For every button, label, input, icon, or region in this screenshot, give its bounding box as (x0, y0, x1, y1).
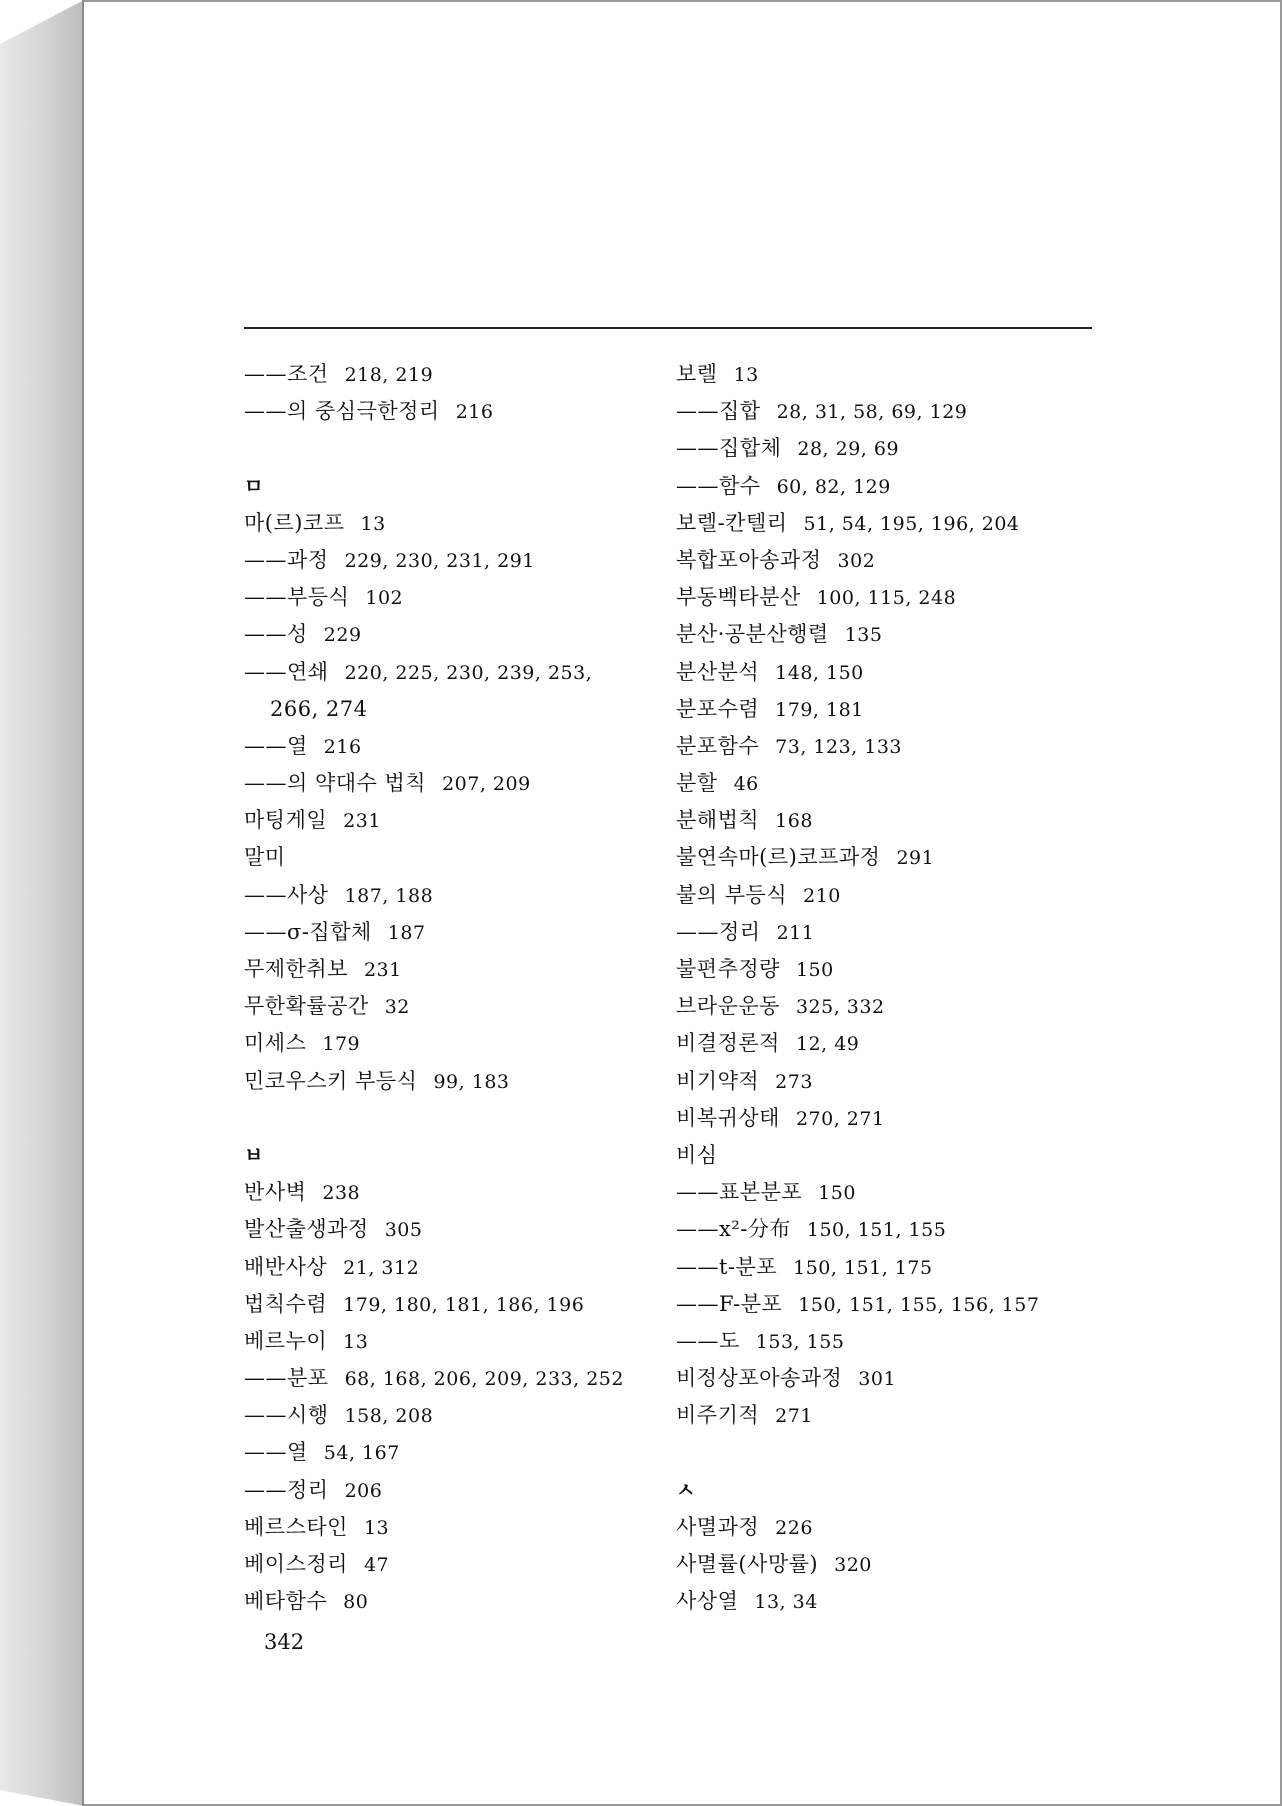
index-pages: 73, 123, 133 (775, 735, 903, 758)
index-entry (244, 877, 644, 914)
index-pages: 28, 31, 58, 69, 129 (776, 401, 968, 424)
index-pages: 60, 82, 129 (776, 475, 891, 498)
index-entry (244, 468, 644, 505)
index-term: 베르누이 (244, 1328, 328, 1353)
index-pages: 21, 312 (343, 1256, 420, 1279)
index-pages: 179, 180, 181, 186, 196 (343, 1293, 585, 1316)
index-entry (244, 728, 644, 765)
index-pages: 216 (323, 735, 362, 758)
index-term: 베르스타인 (244, 1514, 348, 1539)
index-entry (676, 1249, 1126, 1286)
index-pages: 153, 155 (755, 1330, 845, 1353)
index-term: 분포수렴 (676, 696, 760, 721)
index-pages: 270, 271 (795, 1107, 885, 1130)
index-term: ——사상 (244, 882, 329, 907)
index-entry (676, 765, 1126, 802)
index-entry (676, 1323, 1126, 1360)
index-term: 분산·공분산행렬 (676, 622, 829, 647)
index-left-column (244, 356, 644, 1620)
index-term: 보렐-칸텔리 (676, 510, 788, 535)
index-pages: 218, 219 (344, 364, 434, 386)
index-entry (676, 1211, 1126, 1248)
index-pages: 54, 167 (323, 1442, 400, 1465)
index-term: 무제한취보 (244, 957, 348, 981)
index-pages: 158, 208 (344, 1405, 434, 1428)
index-pages: 168 (775, 810, 813, 833)
index-entry (244, 654, 644, 691)
index-term: ——t-분포 (676, 1254, 778, 1279)
index-entry (244, 1434, 644, 1471)
book-spine-edge (0, 0, 84, 1806)
index-entry (244, 951, 644, 988)
section-letter: ㅂ (244, 1142, 264, 1167)
index-term: 사멸과정 (676, 1514, 760, 1539)
section-letter: ㅁ (244, 473, 264, 498)
index-entry (244, 1137, 644, 1174)
header-rule (244, 327, 1092, 329)
index-entry (244, 1472, 644, 1509)
index-pages: 229, 230, 231, 291 (344, 549, 535, 572)
index-entry (676, 393, 1126, 430)
index-pages: 32 (384, 996, 410, 1019)
index-entry (676, 1546, 1126, 1583)
index-entry (244, 542, 644, 579)
index-term: ——분포 (244, 1366, 329, 1391)
index-term: 분포함수 (676, 733, 760, 758)
index-term: 비심 (676, 1142, 718, 1167)
index-pages: 220, 225, 230, 239, 253, (344, 661, 593, 684)
index-entry (676, 802, 1126, 839)
index-pages: 187, 188 (344, 884, 434, 907)
index-term: ——σ-집합체 (244, 919, 372, 944)
index-pages: 99, 183 (433, 1070, 510, 1093)
index-entry (676, 1025, 1126, 1062)
index-entry (676, 839, 1126, 876)
index-entry (676, 1100, 1126, 1137)
index-term: 미세스 (244, 1031, 307, 1056)
index-term: 비결정론적 (676, 1031, 780, 1056)
index-pages: 187 (387, 921, 426, 944)
index-term: 무한확률공간 (244, 994, 369, 1019)
index-entry (244, 1360, 644, 1397)
index-entry (676, 1509, 1126, 1546)
index-term: 복합포아송과정 (676, 547, 822, 572)
index-term: 분해법칙 (676, 808, 760, 833)
index-entry (244, 1100, 644, 1137)
index-pages: 231 (363, 959, 402, 981)
index-pages: 179 (322, 1033, 361, 1056)
index-pages: 13 (733, 364, 759, 386)
index-pages: 150 (818, 1182, 856, 1205)
index-term: ——의 약대수 법칙 (244, 771, 427, 796)
index-pages: 150, 151, 155 (806, 1219, 947, 1242)
index-pages: 102 (365, 587, 404, 610)
index-term: ——부등식 (244, 585, 350, 610)
index-entry (244, 691, 644, 728)
index-entry (676, 505, 1126, 542)
index-pages: 320 (834, 1554, 872, 1576)
index-entry (676, 468, 1126, 505)
index-term: 사상열 (676, 1589, 739, 1614)
index-term: 분산분석 (676, 659, 760, 684)
index-entry (244, 1063, 644, 1100)
index-pages: 302 (837, 549, 876, 572)
index-term: 말미 (244, 845, 286, 870)
index-term: 베이스정리 (244, 1552, 348, 1576)
index-term: ——연쇄 (244, 659, 329, 684)
index-entry (676, 1360, 1126, 1397)
index-entry (676, 1397, 1126, 1434)
index-entry (244, 579, 644, 616)
index-term: 비정상포아송과정 (676, 1366, 843, 1391)
index-pages: 13 (343, 1330, 369, 1353)
index-pages: 271 (775, 1405, 813, 1428)
index-pages: 179, 181 (775, 698, 864, 721)
index-pages: 150 (795, 959, 834, 981)
index-pages: 13 (363, 1516, 390, 1539)
index-term: 법칙수렴 (244, 1291, 328, 1316)
index-term: 비기약적 (676, 1068, 760, 1093)
index-pages: 231 (343, 810, 381, 833)
index-term: 마(르)코프 (244, 510, 345, 535)
index-term: 발산출생과정 (244, 1217, 369, 1242)
index-entry (244, 1509, 644, 1546)
index-term: 비주기적 (676, 1403, 760, 1428)
index-entry (244, 356, 644, 393)
index-pages: 12, 49 (795, 1033, 860, 1056)
index-pages: 148, 150 (775, 661, 864, 684)
index-entry (244, 1546, 644, 1583)
index-term: 불편추정량 (676, 957, 780, 981)
index-term: ——정리 (676, 919, 761, 944)
index-term: ——열 (244, 733, 308, 758)
index-entry (676, 988, 1126, 1025)
index-entry (244, 988, 644, 1025)
index-term: 사멸률(사망률) (676, 1552, 819, 1576)
index-term: ——x²-分布 (676, 1217, 791, 1242)
index-term: 비복귀상태 (676, 1105, 780, 1130)
index-entry (676, 951, 1126, 988)
index-entry (676, 877, 1126, 914)
page-number: 342 (264, 1630, 305, 1654)
index-entry (244, 1583, 644, 1620)
index-pages: 206 (344, 1479, 383, 1502)
index-pages: 135 (844, 624, 883, 647)
index-term: 부동벡타분산 (676, 585, 801, 610)
index-pages: 238 (322, 1182, 361, 1205)
index-entry (244, 802, 644, 839)
index-entry (676, 430, 1126, 467)
index-term: 보렐 (676, 362, 718, 386)
index-pages: 150, 151, 175 (793, 1256, 933, 1279)
index-pages: 210 (803, 884, 841, 907)
index-term: 분할 (676, 771, 718, 796)
index-term: ——표본분포 (676, 1180, 803, 1205)
index-pages: 46 (733, 773, 759, 796)
index-term: ——과정 (244, 547, 329, 572)
index-term: 266, 274 (270, 696, 368, 721)
index-pages: 325, 332 (795, 996, 885, 1019)
index-entry (676, 542, 1126, 579)
index-entry (676, 1174, 1126, 1211)
index-pages: 13 (360, 512, 386, 535)
index-pages: 301 (858, 1368, 897, 1391)
index-pages: 226 (775, 1516, 813, 1539)
index-entry (676, 579, 1126, 616)
index-entry (676, 1286, 1126, 1323)
index-entry (676, 616, 1126, 653)
index-entry (244, 839, 644, 876)
index-pages: 51, 54, 195, 196, 204 (803, 512, 1020, 535)
index-term: ——F-분포 (676, 1291, 783, 1316)
index-pages: 28, 29, 69 (797, 438, 900, 461)
index-term: ——조건 (244, 362, 329, 386)
index-pages: 305 (384, 1219, 423, 1242)
index-pages: 229 (323, 624, 362, 647)
index-term: ——의 중심극한정리 (244, 399, 440, 424)
index-entry (244, 1286, 644, 1323)
index-entry (244, 914, 644, 951)
index-entry (676, 1063, 1126, 1100)
index-right-column (676, 356, 1126, 1620)
index-term: ——열 (244, 1440, 308, 1465)
index-pages: 273 (775, 1070, 813, 1093)
index-term: ——정리 (244, 1477, 329, 1502)
index-term: 브라운운동 (676, 994, 780, 1019)
index-term: 배반사상 (244, 1254, 328, 1279)
index-term: ——성 (244, 622, 308, 647)
index-term: 불연속마(르)코프과정 (676, 845, 881, 870)
index-entry (244, 765, 644, 802)
index-entry (244, 1397, 644, 1434)
index-entry (244, 1025, 644, 1062)
index-entry (244, 1211, 644, 1248)
index-pages: 47 (363, 1554, 390, 1576)
index-pages: 68, 168, 206, 209, 233, 252 (344, 1368, 624, 1391)
index-entry (676, 356, 1126, 393)
index-entry (244, 1249, 644, 1286)
index-entry (676, 654, 1126, 691)
index-term: ——도 (676, 1328, 740, 1353)
index-pages: 207, 209 (442, 773, 531, 796)
index-entry (244, 616, 644, 653)
index-term: 마팅게일 (244, 808, 328, 833)
index-entry (676, 914, 1126, 951)
index-term: 불의 부등식 (676, 882, 788, 907)
index-entry (676, 1434, 1126, 1471)
index-pages: 80 (343, 1591, 369, 1614)
index-term: ——함수 (676, 473, 761, 498)
index-pages: 13, 34 (754, 1591, 818, 1614)
index-entry (244, 1323, 644, 1360)
index-entry (676, 728, 1126, 765)
index-entry (244, 393, 644, 430)
index-entry (244, 1174, 644, 1211)
index-entry (676, 1472, 1126, 1509)
index-term: 민코우스키 부등식 (244, 1068, 418, 1093)
index-term: ——집합체 (676, 436, 782, 461)
index-pages: 100, 115, 248 (816, 587, 957, 610)
section-letter: ㅅ (676, 1477, 696, 1502)
index-entry (676, 691, 1126, 728)
index-term: ——집합 (676, 399, 761, 424)
index-term: 베타함수 (244, 1589, 328, 1614)
index-pages: 211 (776, 921, 815, 944)
index-entry (244, 430, 644, 467)
index-term: ——시행 (244, 1403, 329, 1428)
index-pages: 216 (455, 401, 494, 424)
index-entry (676, 1583, 1126, 1620)
index-entry (676, 1137, 1126, 1174)
index-term: 반사벽 (244, 1180, 307, 1205)
index-pages: 150, 151, 155, 156, 157 (798, 1293, 1040, 1316)
index-pages: 291 (896, 847, 935, 870)
index-entry (244, 505, 644, 542)
